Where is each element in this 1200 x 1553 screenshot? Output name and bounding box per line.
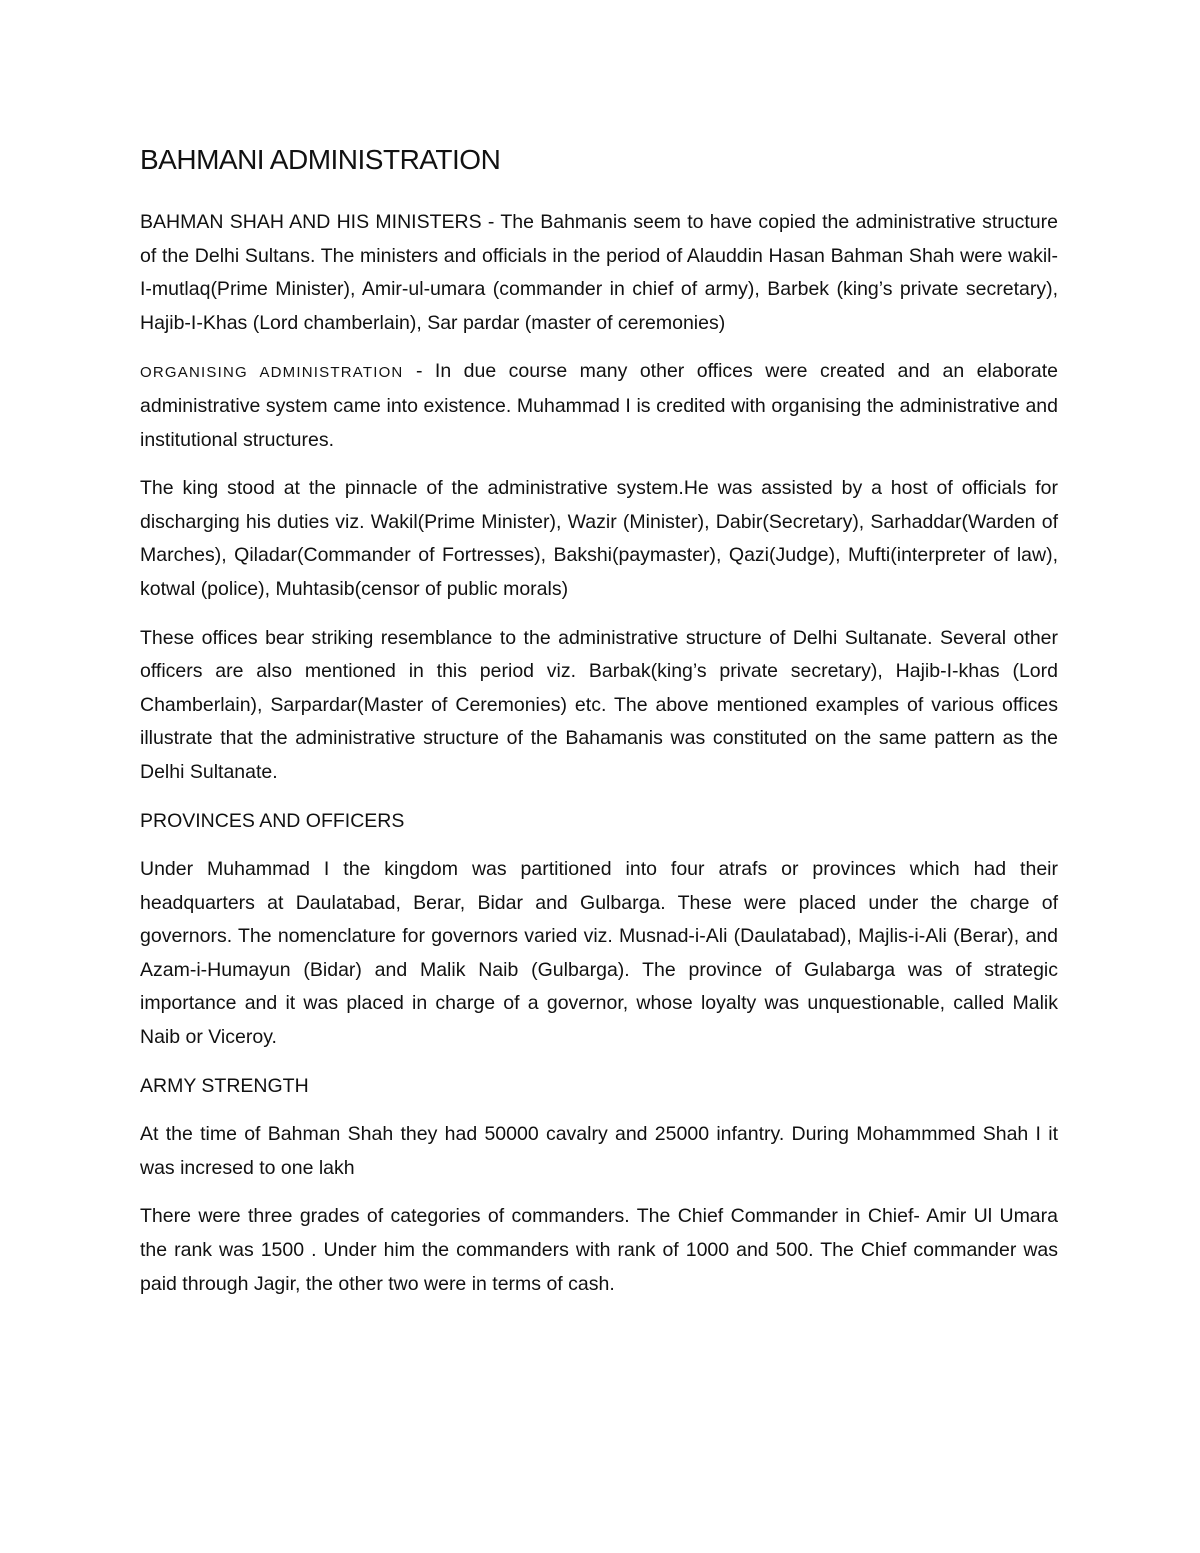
organising-lead: ORGANISING ADMINISTRATION (140, 364, 404, 382)
heading-army: ARMY STRENGTH (140, 1074, 309, 1097)
paragraph-commanders: There were three grades of categories of commanders. The Chief Commander in Chief- Amir Ul Umara the rank was 1500 . Under him the commanders with rank of 1000 and 500. The Chief commander was paid through Jagir, the other two were in terms of cash. (140, 1205, 1058, 1295)
ministers-text: - The Bahmanis seem to have copied the administrative structure of the Delhi Sultans. The ministers and officials in the period of Alauddin Hasan Bahman Shah were wakil-I-mutlaq(Prime Minister), Amir-ul-umara (commander in chief of army), Barbek (king’s private secretary), Hajib-I-Khas (Lord chamberlain), Sar pardar (master of ceremonies) (140, 211, 1058, 334)
paragraph-army-strength: At the time of Bahman Shah they had 50000 cavalry and 25000 infantry. During Mohammmed Shah I it was incresed to one lakh (140, 1123, 1058, 1179)
paragraph-offices: These offices bear striking resemblance to the administrative structure of Delhi Sultanate. Several other officers are also mentioned in this period viz. Barbak(king’s private secretary), Hajib-I-khas (Lord Chamberlain), Sarpardar(Master of Ceremonies) etc. The above mentioned examples of various offices illustrate that the administrative structure of the Bahamanis was constituted on the same pattern as the Delhi Sultanate. (140, 626, 1058, 783)
paragraph-king: The king stood at the pinnacle of the administrative system.He was assisted by a host of officials for discharging his duties viz. Wakil(Prime Minister), Wazir (Minister), Dabir(Secretary), Sarhaddar(Warden of Marches), Qiladar(Commander of Fortresses), Bakshi(paymaster), Qazi(Judge), Mufti(interpreter of law), kotwal (police), Muhtasib(censor of public morals) (140, 477, 1058, 600)
paragraph-organising (140, 355, 1058, 457)
heading-provinces: PROVINCES AND OFFICERS (140, 809, 405, 832)
ministers-lead: BAHMAN SHAH AND HIS MINISTERS (140, 211, 482, 233)
organising-text: - In due course many other offices were created and an elaborate administrative system came into existence. Muhammad I is credited with organising the administrative and institutional structures. (140, 360, 1058, 451)
document-title: BAHMANI ADMINISTRATION (140, 144, 501, 175)
document-page (140, 140, 1058, 1316)
paragraph-ministers (140, 206, 1058, 340)
paragraph-provinces: Under Muhammad I the kingdom was partitioned into four atrafs or provinces which had their headquarters at Daulatabad, Berar, Bidar and Gulbarga. These were placed under the charge of governors. The nomenclature for governors varied viz. Musnad-i-Ali (Daulatabad), Majlis-i-Ali (Berar), and Azam-i-Humayun (Bidar) and Malik Naib (Gulbarga). The province of Gulabarga was of strategic importance and it was placed in charge of a governor, whose loyalty was unquestionable, called Malik Naib or Viceroy. (140, 858, 1058, 1049)
